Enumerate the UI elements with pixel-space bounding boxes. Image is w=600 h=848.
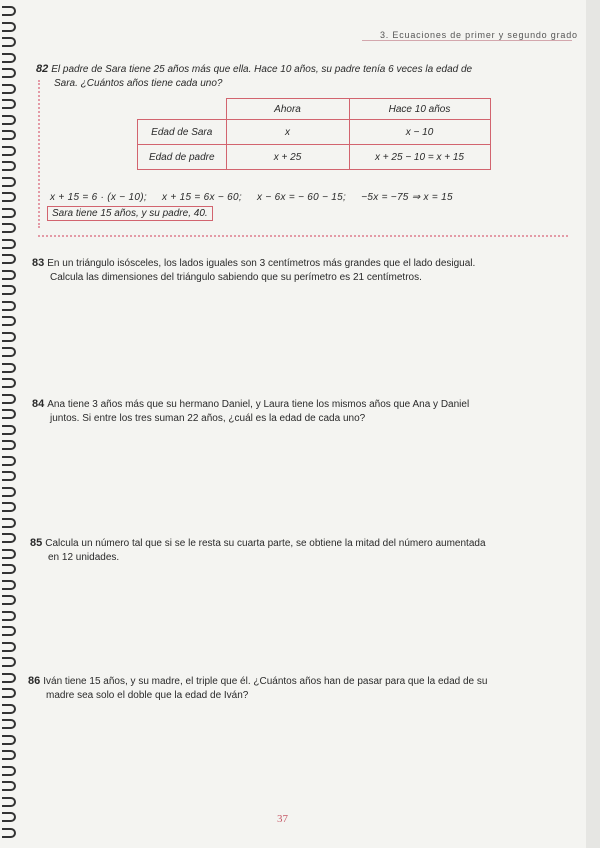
ages-table	[137, 98, 491, 170]
binding-ring	[2, 564, 16, 574]
binding-ring	[2, 363, 16, 373]
problem-text-line: Calcula las dimensiones del triángulo sabiendo que su perímetro es 21 centímetros.	[50, 272, 422, 283]
equation-step: x + 15 = 6 · (x − 10);	[50, 192, 147, 203]
chapter-header: 3. Ecuaciones de primer y segundo grado	[380, 30, 578, 40]
binding-ring	[2, 642, 16, 652]
binding-ring	[2, 270, 16, 280]
binding-ring	[2, 657, 16, 667]
binding-ring	[2, 99, 16, 109]
solution-border-bottom	[38, 235, 568, 237]
cell-now: x	[226, 120, 349, 145]
binding-ring	[2, 239, 16, 249]
binding-ring	[2, 130, 16, 140]
problem-text-line: Sara. ¿Cuántos años tiene cada uno?	[54, 78, 223, 89]
binding-ring	[2, 301, 16, 311]
binding-ring	[2, 518, 16, 528]
header-rule	[362, 40, 572, 41]
problem-number: 82	[36, 63, 49, 75]
problem-text-line: Iván tiene 15 años, y su madre, el triple que él. ¿Cuántos años han de pasar para que la edad de su	[43, 676, 488, 687]
equation-line	[50, 192, 465, 203]
equation-step: x + 15 = 6x − 60;	[162, 192, 242, 203]
binding-ring	[2, 208, 16, 218]
binding-ring	[2, 177, 16, 187]
binding-ring	[2, 53, 16, 63]
equation-step: x − 6x = − 60 − 15;	[257, 192, 347, 203]
column-header-now: Ahora	[226, 99, 349, 120]
cell-past: x − 10	[349, 120, 490, 145]
binding-ring	[2, 6, 16, 16]
binding-ring	[2, 688, 16, 698]
problem-number: 84	[32, 398, 45, 410]
problem-text-line: juntos. Si entre los tres suman 22 años, ¿cuál es la edad de cada uno?	[50, 413, 366, 424]
binding-ring	[2, 611, 16, 621]
binding-ring	[2, 409, 16, 419]
binding-ring	[2, 456, 16, 466]
binding-ring	[2, 704, 16, 714]
problem-text-line: en 12 unidades.	[48, 552, 120, 563]
binding-ring	[2, 580, 16, 590]
binding-ring	[2, 146, 16, 156]
row-label: Edad de padre	[138, 145, 227, 170]
binding-ring	[2, 719, 16, 729]
binding-ring	[2, 254, 16, 264]
binding-ring	[2, 781, 16, 791]
binding-ring	[2, 223, 16, 233]
spiral-binding	[0, 0, 20, 848]
binding-ring	[2, 161, 16, 171]
binding-ring	[2, 812, 16, 822]
binding-ring	[2, 549, 16, 559]
binding-ring	[2, 533, 16, 543]
problem-85	[30, 536, 486, 565]
column-header-past: Hace 10 años	[349, 99, 490, 120]
binding-ring	[2, 192, 16, 202]
binding-ring	[2, 316, 16, 326]
equation-step: −5x = −75 ⇒ x = 15	[361, 192, 453, 203]
binding-ring	[2, 425, 16, 435]
solution-border-left	[38, 80, 40, 228]
cell-now: x + 25	[226, 145, 349, 170]
problem-84	[32, 397, 469, 426]
binding-ring	[2, 68, 16, 78]
binding-ring	[2, 332, 16, 342]
binding-ring	[2, 37, 16, 47]
binding-ring	[2, 595, 16, 605]
binding-ring	[2, 766, 16, 776]
problem-83	[32, 256, 475, 285]
cell-past: x + 25 − 10 = x + 15	[349, 145, 490, 170]
binding-ring	[2, 22, 16, 32]
problem-text-line: Calcula un número tal que si se le resta su cuarta parte, se obtiene la mitad del número aumentada	[45, 538, 486, 549]
problem-number: 86	[28, 675, 41, 687]
problem-text-line: En un triángulo isósceles, los lados iguales son 3 centímetros más grandes que el lado desigual.	[47, 258, 476, 269]
problem-82	[36, 62, 472, 91]
binding-ring	[2, 378, 16, 388]
page-edge	[586, 0, 600, 848]
binding-ring	[2, 797, 16, 807]
binding-ring	[2, 394, 16, 404]
binding-ring	[2, 440, 16, 450]
binding-ring	[2, 502, 16, 512]
binding-ring	[2, 735, 16, 745]
binding-ring	[2, 487, 16, 497]
problem-text-line: Ana tiene 3 años más que su hermano Daniel, y Laura tiene los mismos años que Ana y Daniel	[47, 399, 470, 410]
binding-ring	[2, 471, 16, 481]
binding-ring	[2, 347, 16, 357]
binding-ring	[2, 84, 16, 94]
page-number: 37	[277, 813, 288, 825]
problem-86	[28, 674, 487, 703]
row-label: Edad de Sara	[138, 120, 227, 145]
problem-number: 85	[30, 537, 43, 549]
binding-ring	[2, 626, 16, 636]
answer-box: Sara tiene 15 años, y su padre, 40.	[47, 206, 213, 221]
binding-ring	[2, 285, 16, 295]
binding-ring	[2, 750, 16, 760]
binding-ring	[2, 115, 16, 125]
problem-number: 83	[32, 257, 45, 269]
problem-text-line: El padre de Sara tiene 25 años más que ella. Hace 10 años, su padre tenía 6 veces la edad de	[51, 64, 473, 75]
table-row	[138, 120, 491, 145]
table-row	[138, 145, 491, 170]
problem-text-line: madre sea solo el doble que la edad de Iván?	[46, 690, 249, 701]
binding-ring	[2, 828, 16, 838]
binding-ring	[2, 673, 16, 683]
